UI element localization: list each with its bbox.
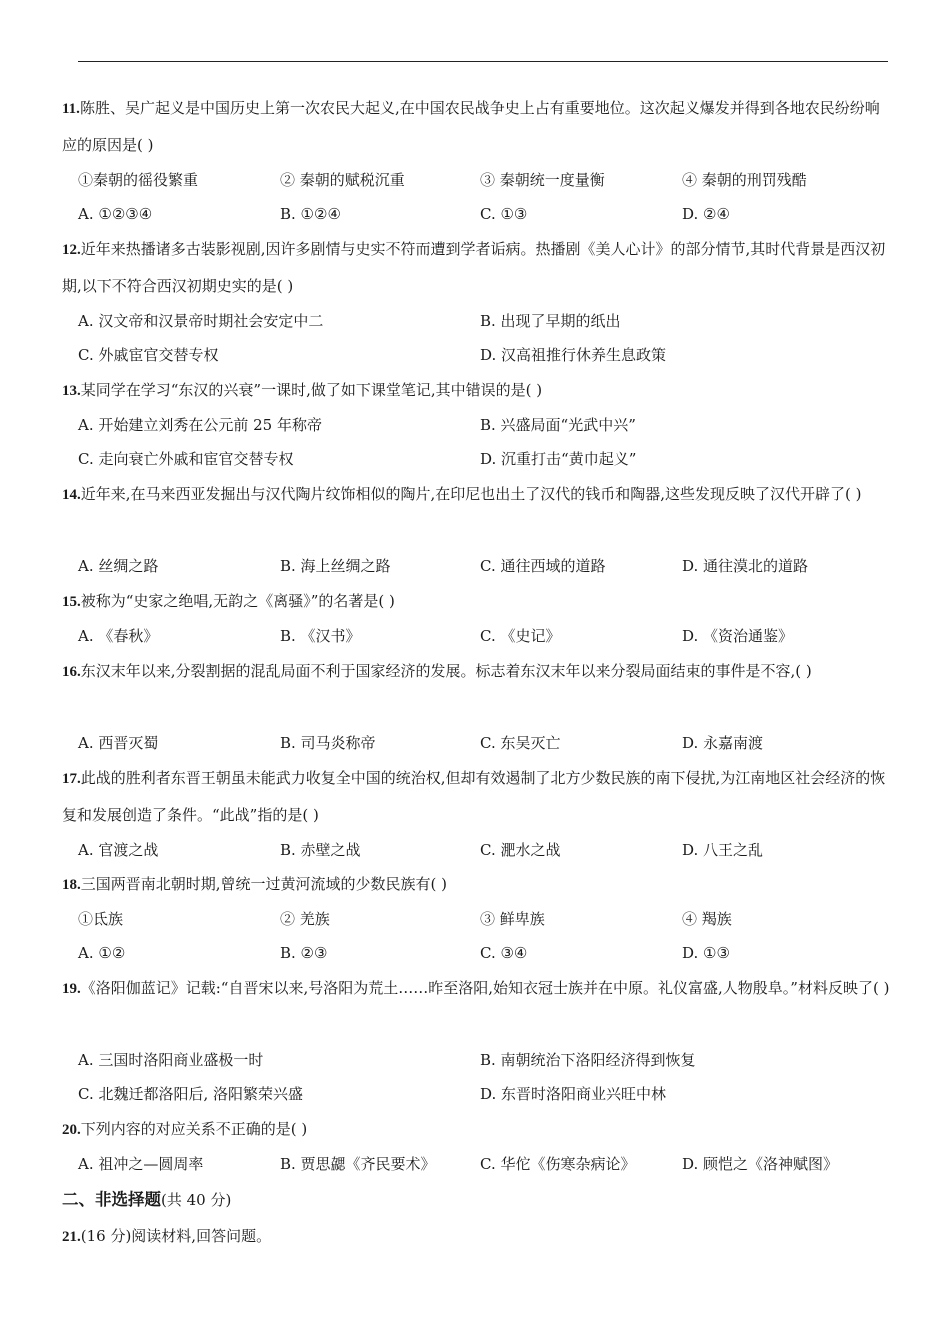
question-11 [62,90,892,163]
item: ④ 羯族 [682,910,732,928]
option-a[interactable]: A. 丝绸之路 [78,557,159,575]
option-b[interactable]: B. 南朝统治下洛阳经济得到恢复 [480,1051,696,1069]
question-number: 21. [62,1229,81,1245]
question-number: 18. [62,877,81,893]
question-13-options-row1 [78,412,898,438]
item: ② 秦朝的赋税沉重 [280,171,405,189]
question-number: 14. [62,487,81,503]
question-16-options [78,730,898,756]
question-text: 近年来,在马来西亚发掘出与汉代陶片纹饰相似的陶片,在印尼也出土了汉代的钱币和陶器,这些发现反映了汉代开辟了( ) [80,485,862,503]
question-number: 15. [62,594,81,610]
section-note: (共 40 分) [161,1191,232,1209]
section-title: 二、非选择题 [62,1190,161,1209]
option-b[interactable]: B. 《汉书》 [280,627,361,645]
question-15 [62,583,892,620]
question-text: 《洛阳伽蓝记》记载:“自晋宋以来,号洛阳为荒土……昨至洛阳,始知衣冠士族并在中原。礼仪富盛,人物殷阜。”材料反映了( ) [80,979,890,997]
question-number: 13. [62,383,81,399]
question-12-options-row1 [78,308,898,334]
question-19 [62,970,892,1007]
question-12 [62,231,892,304]
option-d[interactable]: D. 八王之乱 [682,841,764,859]
item: ④ 秦朝的刑罚残酷 [682,171,807,189]
question-text: 某同学在学习“东汉的兴衰”一课时,做了如下课堂笔记,其中错误的是( ) [80,381,543,399]
option-d[interactable]: D. 永嘉南渡 [682,734,764,752]
option-d[interactable]: D. 顾恺之《洛神赋图》 [682,1155,839,1173]
item: ①氐族 [78,910,124,928]
option-c[interactable]: C. 北魏迁都洛阳后, 洛阳繁荣兴盛 [78,1085,304,1103]
section-heading [62,1186,231,1214]
question-14-options [78,553,898,579]
question-19-options-row2 [78,1081,898,1107]
option-a[interactable]: A. 三国时洛阳商业盛极一时 [78,1051,264,1069]
option-b[interactable]: B. ①②④ [280,205,341,223]
question-number: 12. [62,242,81,258]
question-15-options [78,623,898,649]
option-d[interactable]: D. ②④ [682,205,730,223]
question-text: 陈胜、吴广起义是中国历史上第一次农民大起义,在中国农民战争史上占有重要地位。这次起义爆发并得到各地农民纷纷响应的原因是( ) [62,99,880,154]
option-b[interactable]: B. 出现了早期的纸出 [480,312,621,330]
item: ② 羌族 [280,910,330,928]
option-c[interactable]: C. 通往西域的道路 [480,557,606,575]
option-a[interactable]: A. 汉文帝和汉景帝时期社会安定中二 [78,312,324,330]
question-number: 11. [62,101,80,117]
option-c[interactable]: C. 东吴灭亡 [480,734,561,752]
option-b[interactable]: B. 贾思勰《齐民要术》 [280,1155,436,1173]
option-a[interactable]: A. 《春秋》 [78,627,159,645]
question-number: 16. [62,664,81,680]
question-20 [62,1111,892,1148]
option-d[interactable]: D. 通往漠北的道路 [682,557,809,575]
option-a[interactable]: A. 官渡之战 [78,841,159,859]
option-c[interactable]: C. ③④ [480,944,528,962]
option-a[interactable]: A. ①② [78,944,126,962]
question-13 [62,372,892,409]
option-d[interactable]: D. 《资治通鉴》 [682,627,794,645]
option-a[interactable]: A. 西晋灭蜀 [78,734,159,752]
question-17-options [78,837,898,863]
question-text: 近年来热播诸多古装影视剧,因许多剧情与史实不符而遭到学者诟病。热播剧《美人心计》的部分情节,其时代背景是西汉初期,以下不符合西汉初期史实的是( ) [62,240,886,295]
option-d[interactable]: D. ①③ [682,944,730,962]
question-text: 东汉末年以来,分裂割据的混乱局面不利于国家经济的发展。标志着东汉末年以来分裂局面结束的事件是不容,( ) [80,662,812,680]
option-c[interactable]: C. 走向衰亡外戚和宦官交替专权 [78,450,294,468]
option-a[interactable]: A. 开始建立刘秀在公元前 25 年称帝 [78,416,322,434]
option-b[interactable]: B. 海上丝绸之路 [280,557,391,575]
option-b[interactable]: B. 司马炎称帝 [280,734,376,752]
option-c[interactable]: C. 《史记》 [480,627,561,645]
question-18-options [78,940,898,966]
question-16 [62,653,892,690]
question-11-options [78,201,898,227]
question-19-options-row1 [78,1047,898,1073]
option-c[interactable]: C. 华佗《伤寒杂病论》 [480,1155,636,1173]
item: ①秦朝的徭役繁重 [78,171,199,189]
question-11-items [78,167,898,193]
question-text: 被称为“史家之绝唱,无韵之《离骚》”的名著是( ) [80,592,395,610]
question-12-options-row2 [78,342,898,368]
item: ③ 秦朝统一度量衡 [480,171,605,189]
question-number: 17. [62,771,81,787]
question-21 [62,1218,892,1255]
question-20-options [78,1151,898,1177]
question-text: 下列内容的对应关系不正确的是( ) [80,1120,308,1138]
question-text: 此战的胜利者东晋王朝虽未能武力收复全中国的统治权,但却有效遏制了北方少数民族的南下侵扰,为江南地区社会经济的恢复和发展创造了条件。“此战”指的是( ) [62,769,886,824]
option-d[interactable]: D. 东晋时洛阳商业兴旺中林 [480,1085,667,1103]
question-14 [62,476,892,513]
question-18-items [78,906,898,932]
question-text: 三国两晋南北朝时期,曾统一过黄河流域的少数民族有( ) [80,875,447,893]
option-c[interactable]: C. 淝水之战 [480,841,561,859]
option-a[interactable]: A. ①②③④ [78,205,153,223]
question-text: (16 分)阅读材料,回答问题。 [80,1227,272,1245]
option-c[interactable]: C. 外戚宦官交替专权 [78,346,219,364]
option-b[interactable]: B. 兴盛局面“光武中兴” [480,416,636,434]
question-13-options-row2 [78,446,898,472]
question-18 [62,866,892,903]
option-d[interactable]: D. 汉高祖推行休养生息政策 [480,346,667,364]
option-a[interactable]: A. 祖冲之—圆周率 [78,1155,204,1173]
option-c[interactable]: C. ①③ [480,205,528,223]
question-number: 20. [62,1122,81,1138]
option-d[interactable]: D. 沉重打击“黄巾起义” [480,450,637,468]
question-17 [62,760,892,833]
option-b[interactable]: B. 赤壁之战 [280,841,361,859]
question-number: 19. [62,981,81,997]
item: ③ 鲜卑族 [480,910,545,928]
option-b[interactable]: B. ②③ [280,944,328,962]
header-rule [78,61,888,62]
